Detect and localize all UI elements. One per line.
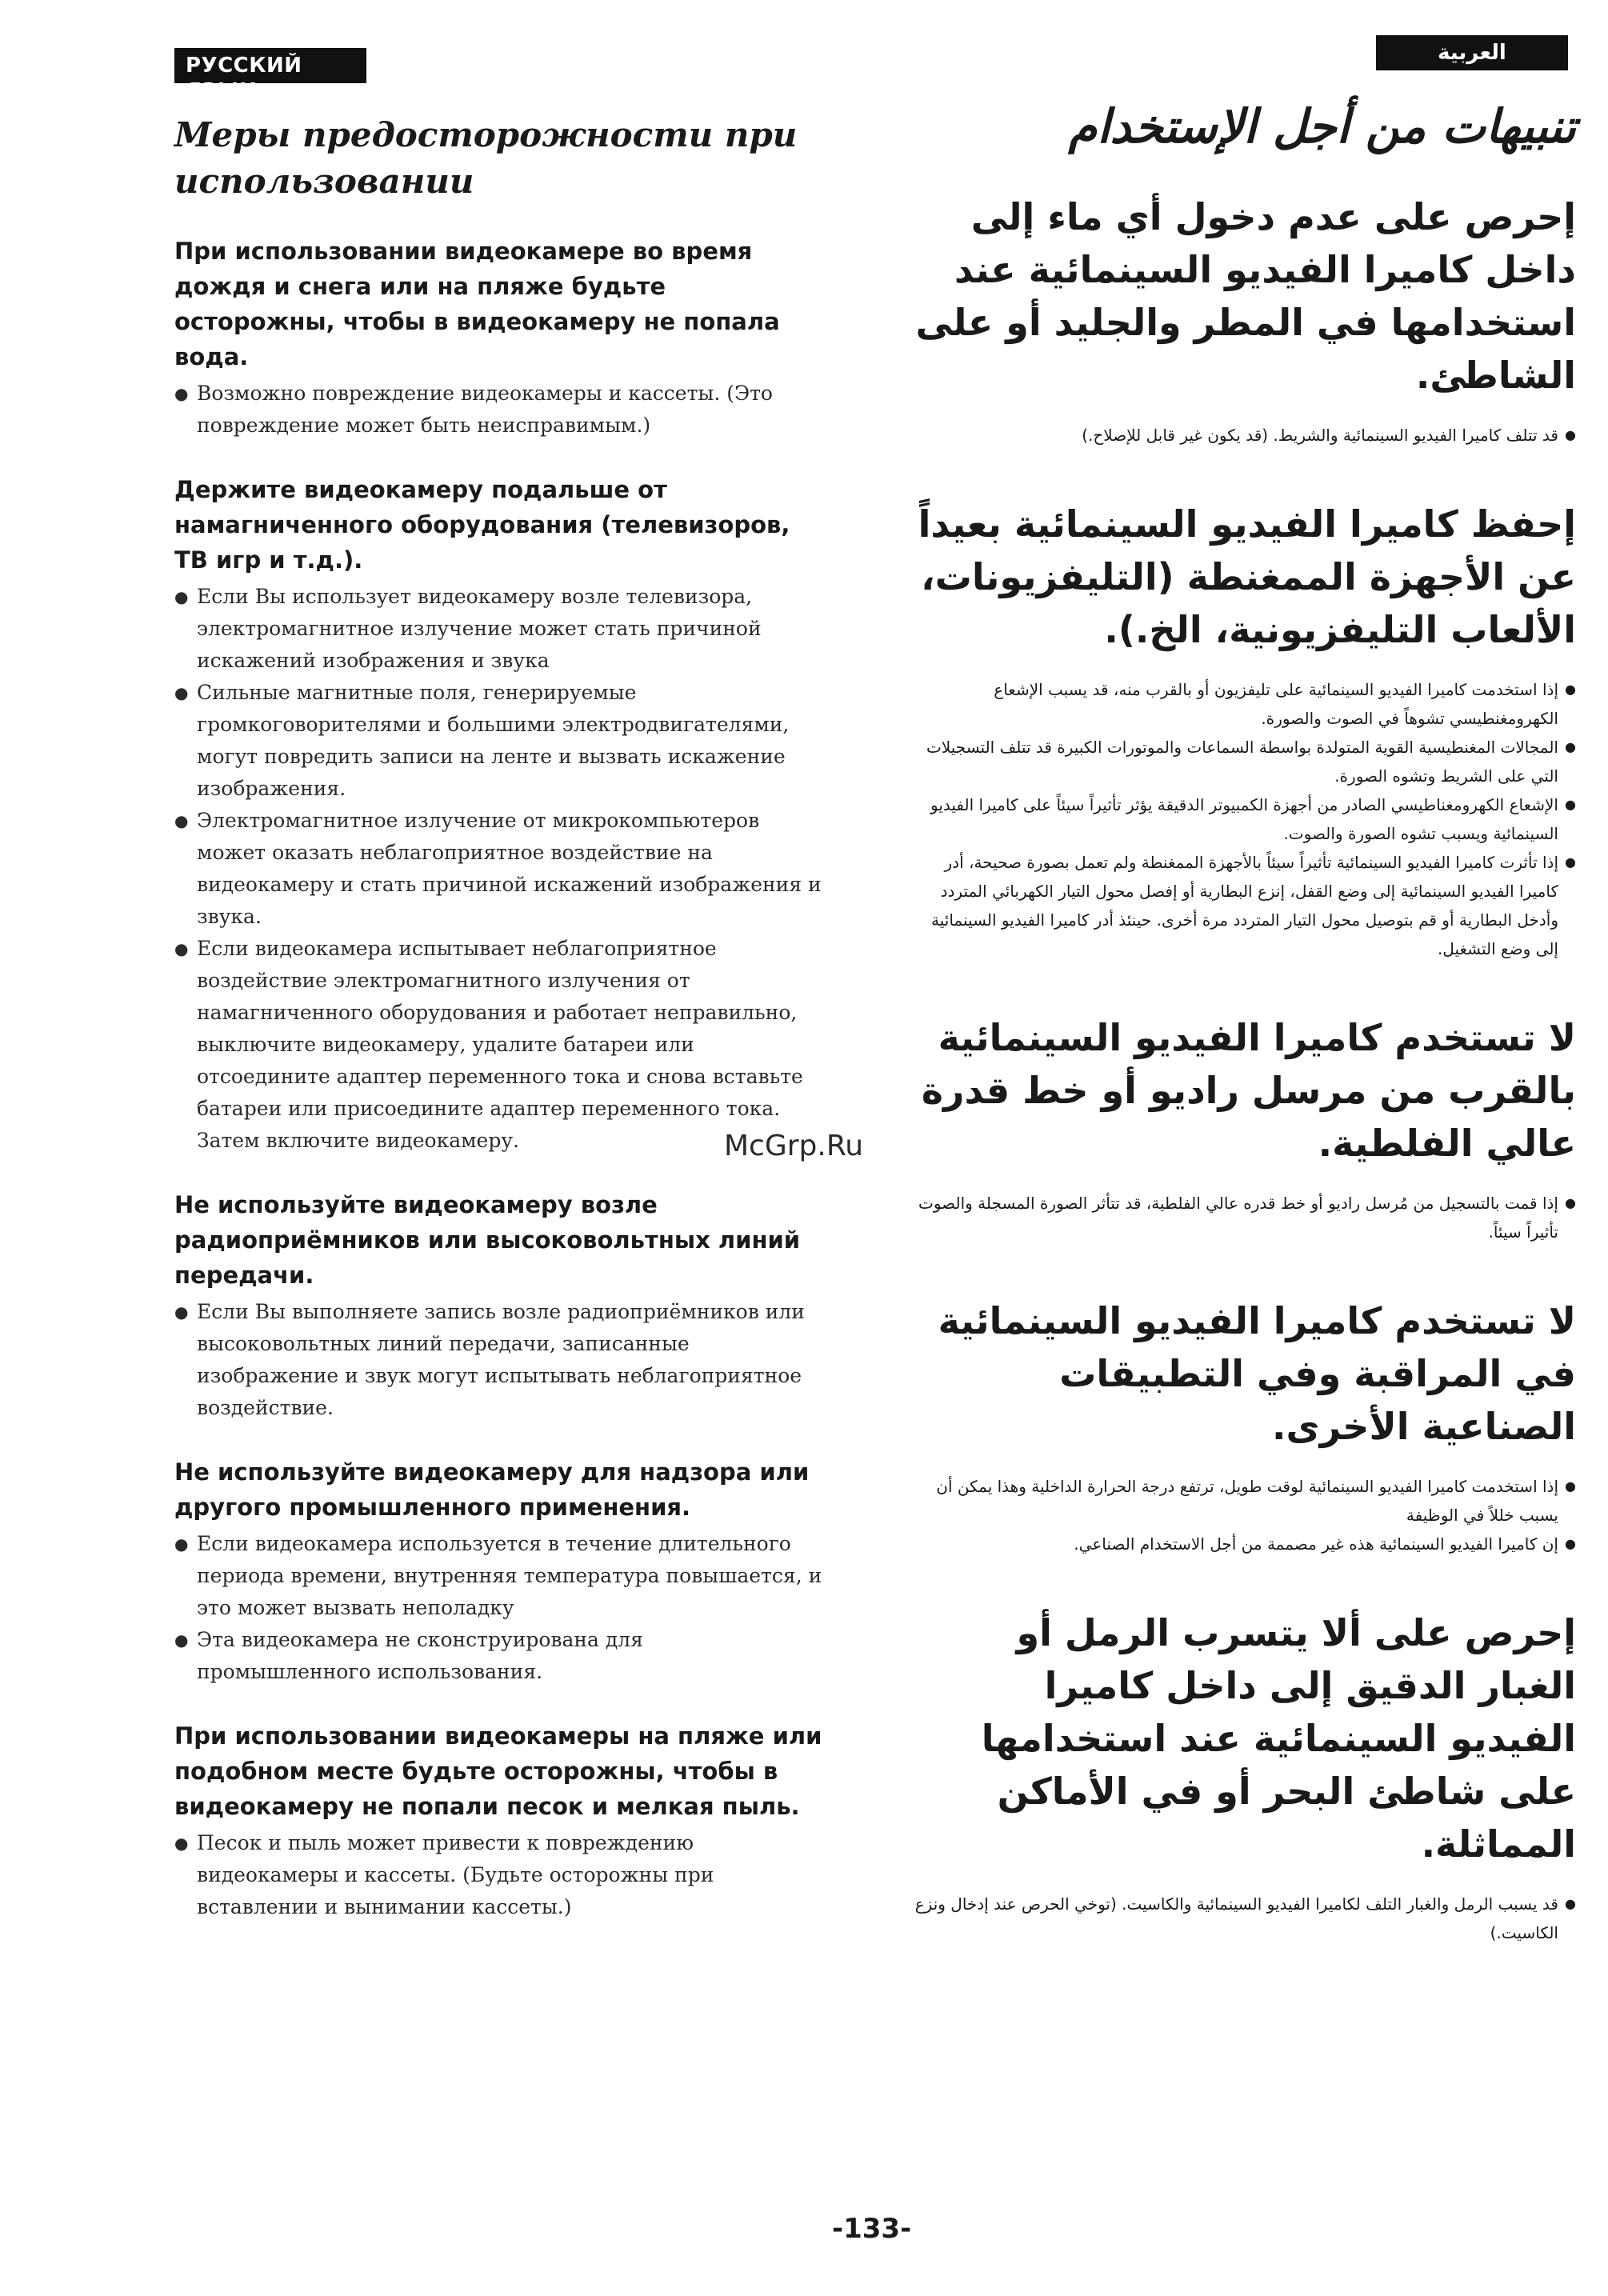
arabic-page-title: تنبيهات من أجل الإستخدام — [1068, 99, 1576, 154]
section-heading: إحرص على عدم دخول أي ماء إلى داخل كاميرا الفيديو السينمائية عند استخدامها في المطر والجليد أو على الشاطئ. — [915, 195, 1576, 397]
section-heading: إحرص على ألا يتسرب الرمل أو الغبار الدقيق إلى داخل كاميرا الفيديو السينمائية عند استخدامها على شاطئ البحر أو في الأماكن المماثلة. — [981, 1611, 1576, 1866]
bullet-item: ● إذا استخدمت كاميرا الفيديو السينمائية على تليفزيون أو بالقرب منه، قد يسبب الإشعاع الكهرومغنطيسي تشوهاً في الصوت والصورة. — [912, 675, 1576, 733]
bullet-list — [912, 1890, 1576, 1947]
warning-section — [174, 1454, 822, 1688]
bullet-item: ● Возможно повреждение видеокамеры и кассеты. (Это повреждение может быть неисправимым.) — [174, 378, 822, 442]
bullet-item: ● قد يسبب الرمل والغبار التلف لكاميرا الفيديو السينمائية والكاسيت. (توخي الحرص عند إدخال ونزع الكاسيت.) — [912, 1890, 1576, 1947]
section-heading: لا تستخدم كاميرا الفيديو السينمائية في المراقبة وفي التطبيقات الصناعية الأخرى. — [938, 1299, 1576, 1448]
warning-section — [912, 190, 1576, 450]
warning-section — [174, 472, 822, 1157]
section-heading: لا تستخدم كاميرا الفيديو السينمائية بالقرب من مرسل راديو أو خط قدرة عالي الفلطية. — [921, 1016, 1576, 1165]
arabic-column — [912, 94, 1576, 1995]
arabic-language-tab: العربية — [1376, 35, 1568, 70]
section-heading: Держите видеокамеру подальше от намагниченного оборудования (телевизоров, ТВ игр и т.д.). — [174, 476, 790, 574]
bullet-item: ● Эта видеокамера не сконструирована для промышленного использования. — [174, 1624, 822, 1688]
bullet-item: ● إذا استخدمت كاميرا الفيديو السينمائية لوقت طويل، ترتفع درجة الحرارة الداخلية وهذا يمكن أن يسبب خللاً في الوظيفة — [912, 1472, 1576, 1530]
bullet-item: ● قد تتلف كاميرا الفيديو السينمائية والشريط. (قد يكون غير قابل للإصلاح.) — [912, 421, 1576, 450]
bullet-item: ● Если Вы выполняете запись возле радиоприёмников или высоковольтных линий передачи, записанные изображение и звук могут испытывать неблагоприятное воздействие. — [174, 1296, 822, 1424]
russian-sections — [174, 234, 822, 1923]
bullet-item: ● إذا قمت بالتسجيل من مُرسل راديو أو خط قدره عالي الفلطية، قد تتأثر الصورة المسجلة والصوت تأثيراً سيئاً. — [912, 1189, 1576, 1246]
bullet-list — [174, 1528, 822, 1688]
bullet-list — [174, 1296, 822, 1424]
bullet-item: ● المجالات المغنطيسية القوية المتولدة بواسطة السماعات والموتورات الكبيرة قد تتلف التسجيلات التي على الشريط وتشوه الصورة. — [912, 733, 1576, 790]
watermark: McGrp.Ru — [724, 1130, 864, 1162]
warning-section — [912, 1606, 1576, 1947]
warning-section — [912, 498, 1576, 963]
bullet-item: ● Если Вы использует видеокамеру возле телевизора, электромагнитное излучение может стать причиной искажений изображения и звука — [174, 581, 822, 677]
section-heading: При использовании видеокамере во время дождя и снега или на пляже будьте осторожны, чтобы в видеокамеру не попала вода. — [174, 238, 780, 370]
warning-section — [912, 1294, 1576, 1558]
bullet-item: ● Сильные магнитные поля, генерируемые громкоговорителями и большими электродвигателями, могут повредить записи на ленте и вызвать искажение изображения. — [174, 677, 822, 805]
warning-section — [174, 234, 822, 442]
bullet-list — [174, 378, 822, 442]
bullet-item: ● Электромагнитное излучение от микрокомпьютеров может оказать неблагоприятное воздействие на видеокамеру и стать причиной искажений изображения и звука. — [174, 805, 822, 933]
bullet-item: ● Если видеокамера испытывает неблагоприятное воздействие электромагнитного излучения от намагниченного оборудования и работает неправильно, выключите видеокамеру, удалите батареи или отсоедините адаптер переменного тока и снова вставьте батареи или присоедините адаптер переменного тока. Затем включите видеокамеру. — [174, 933, 822, 1157]
russian-column — [174, 112, 822, 1954]
bullet-list — [174, 581, 822, 1157]
warning-section — [912, 1011, 1576, 1246]
russian-language-tab: РУССКИЙ ЯЗЫК — [174, 48, 366, 83]
warning-section — [174, 1718, 822, 1923]
bullet-list — [912, 1472, 1576, 1558]
bullet-list — [912, 421, 1576, 450]
russian-page-title: Меры предосторожности при использовании — [174, 115, 798, 201]
section-heading: Не используйте видеокамеру для надзора или другого промышленного применения. — [174, 1458, 810, 1521]
section-heading: إحفظ كاميرا الفيديو السينمائية بعيداً عن الأجهزة الممغنطة (التليفزيونات، الألعاب التليفزيونية، الخ.). — [918, 502, 1576, 651]
page-number: -133- — [832, 2213, 912, 2245]
bullet-item: ● Если видеокамера используется в течение длительного периода времени, внутренняя температура повышается, и это может вызвать неполадку — [174, 1528, 822, 1624]
bullet-item: ● إذا تأثرت كاميرا الفيديو السينمائية تأثيراً سيئاً بالأجهزة الممغنطة ولم تعمل بصورة صحيحة، أدر كاميرا الفيديو السينمائية إلى وضع القفل، إنزع البطارية أو إفصل محول التيار الكهربائي المتردد وأدخل البطارية أو قم بتوصيل محول التيار المتردد مرة أخرى. حينئذ أدر كاميرا الفيديو السينمائية إلى وضع التشغيل. — [912, 848, 1576, 963]
section-heading: При использовании видеокамеры на пляже или подобном месте будьте осторожны, чтобы в видеокамеру не попали песок и мелкая пыль. — [174, 1722, 822, 1820]
bullet-list — [912, 1189, 1576, 1246]
bullet-item: ● إن كاميرا الفيديو السينمائية هذه غير مصممة من أجل الاستخدام الصناعي. — [912, 1530, 1576, 1558]
section-heading: Не используйте видеокамеру возле радиоприёмников или высоковольтных линий передачи. — [174, 1191, 801, 1289]
bullet-item: ● Песок и пыль может привести к повреждению видеокамеры и кассеты. (Будьте осторожны при вставлении и вынимании кассеты.) — [174, 1827, 822, 1923]
bullet-list — [912, 675, 1576, 963]
bullet-list — [174, 1827, 822, 1923]
arabic-sections — [912, 190, 1576, 1947]
warning-section — [174, 1187, 822, 1424]
bullet-item: ● الإشعاع الكهرومغناطيسي الصادر من أجهزة الكمبيوتر الدقيقة يؤثر تأثيراً سيئاً على كاميرا الفيديو السينمائية ويسبب تشوه الصورة والصوت. — [912, 790, 1576, 848]
